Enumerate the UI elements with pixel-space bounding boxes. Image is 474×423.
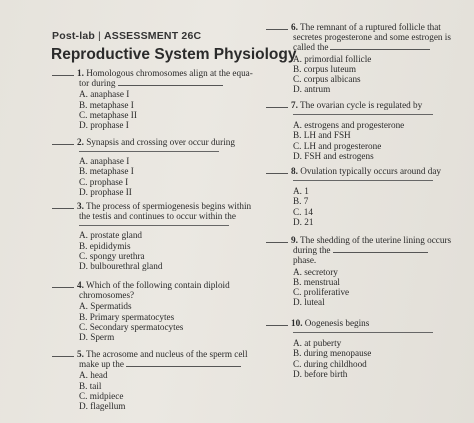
answer-blank-5[interactable] bbox=[52, 356, 74, 357]
answer-blank-3[interactable] bbox=[52, 208, 74, 209]
answer-blank-2[interactable] bbox=[52, 144, 74, 145]
question-6: 6. The remnant of a ruptured follicle that secretes progesterone and some estrogen is called the A. primordial follicle B. corpus luteum C. corpus albicans D. antrum bbox=[266, 22, 471, 94]
answer-blank-1[interactable] bbox=[52, 75, 74, 76]
option-2d[interactable]: D. prophase II bbox=[79, 186, 132, 197]
option-10c[interactable]: C. during childhood bbox=[293, 358, 367, 369]
option-3b[interactable]: B. epididymis bbox=[79, 240, 131, 251]
question-10: 10. Oogenesis begins A. at puberty B. during menopause C. during childhood D. before birth bbox=[266, 318, 471, 379]
option-1b[interactable]: B. metaphase I bbox=[79, 99, 134, 110]
option-5c[interactable]: C. midpiece bbox=[79, 390, 124, 401]
option-4b[interactable]: B. Primary spermatocytes bbox=[79, 311, 175, 322]
option-5d[interactable]: D. flagellum bbox=[79, 401, 126, 412]
option-9b[interactable]: B. menstrual bbox=[293, 276, 340, 287]
question-5: 5. The acrosome and nucleus of the sperm cell make up the A. head B. tail C. midpiece D. flagellum bbox=[52, 349, 262, 411]
option-6d[interactable]: D. antrum bbox=[293, 84, 331, 95]
option-9c[interactable]: C. proliferative bbox=[293, 287, 350, 298]
option-9a[interactable]: A. secretory bbox=[293, 266, 338, 277]
option-8c[interactable]: C. 14 bbox=[293, 206, 313, 217]
option-3c[interactable]: C. spongy urethra bbox=[79, 250, 145, 261]
option-3a[interactable]: A. prostate gland bbox=[79, 230, 143, 241]
option-7a[interactable]: A. estrogens and progesterone bbox=[293, 120, 405, 131]
answer-blank-9[interactable] bbox=[266, 242, 288, 243]
option-2b[interactable]: B. metaphase I bbox=[79, 166, 134, 177]
option-4c[interactable]: C. Secondary spermatocytes bbox=[79, 321, 184, 332]
fill-line-1 bbox=[118, 84, 223, 86]
option-10d[interactable]: D. before birth bbox=[293, 368, 348, 379]
page-title: Reproductive System Physiology bbox=[51, 46, 297, 63]
option-10a[interactable]: A. at puberty bbox=[293, 338, 342, 349]
option-2a[interactable]: A. anaphase I bbox=[79, 156, 130, 167]
question-9: 9. The shedding of the uterine lining occurs during the phase. A. secretory B. menstrual C. proliferative D. luteal bbox=[266, 235, 471, 307]
option-10b[interactable]: B. during menopause bbox=[293, 348, 372, 359]
answer-blank-6[interactable] bbox=[266, 29, 288, 30]
option-1a[interactable]: A. anaphase I bbox=[79, 89, 130, 100]
option-5b[interactable]: B. tail bbox=[79, 380, 102, 391]
fill-line-2 bbox=[79, 147, 219, 152]
fill-line-5 bbox=[126, 365, 241, 367]
option-1d[interactable]: D. prophase I bbox=[79, 120, 129, 131]
option-6c[interactable]: C. corpus albicans bbox=[293, 74, 361, 85]
fill-line-9 bbox=[333, 251, 428, 253]
option-4d[interactable]: D. Sperm bbox=[79, 332, 115, 343]
question-7: 7. The ovarian cycle is regulated by A. estrogens and progesterone B. LH and FSH C. LH and progesterone D. FSH and estrogens bbox=[266, 100, 471, 161]
option-4a[interactable]: A. Spermatids bbox=[79, 301, 132, 312]
assessment-tag: Post-lab | ASSESSMENT 26C bbox=[52, 30, 202, 42]
question-4: 4. Which of the following contain diploid chromosomes? A. Spermatids B. Primary spermatocytes C. Secondary spermatocytes D. Sperm bbox=[52, 280, 262, 342]
answer-blank-7[interactable] bbox=[266, 107, 288, 108]
option-7b[interactable]: B. LH and FSH bbox=[293, 130, 351, 141]
fill-line-10 bbox=[293, 328, 433, 333]
option-1c[interactable]: C. metaphase II bbox=[79, 109, 137, 120]
option-8a[interactable]: A. 1 bbox=[293, 186, 309, 197]
option-9d[interactable]: D. luteal bbox=[293, 297, 325, 308]
option-2c[interactable]: C. prophase I bbox=[79, 176, 129, 187]
answer-blank-4[interactable] bbox=[52, 287, 74, 288]
option-3d[interactable]: D. bulbourethral gland bbox=[79, 261, 163, 272]
question-2: 2. Synapsis and crossing over occur during A. anaphase I B. metaphase I C. prophase I D. prophase II bbox=[52, 137, 262, 197]
fill-line-7 bbox=[293, 110, 433, 115]
fill-line-3 bbox=[79, 221, 229, 226]
option-6a[interactable]: A. primordial follicle bbox=[293, 53, 372, 64]
answer-blank-8[interactable] bbox=[266, 173, 288, 174]
option-5a[interactable]: A. head bbox=[79, 370, 108, 381]
fill-line-8 bbox=[293, 176, 433, 181]
option-7d[interactable]: D. FSH and estrogens bbox=[293, 150, 374, 161]
tag-left: Post-lab bbox=[52, 30, 96, 42]
option-6b[interactable]: B. corpus luteum bbox=[293, 63, 357, 74]
option-8b[interactable]: B. 7 bbox=[293, 196, 309, 207]
fill-line-6 bbox=[330, 48, 430, 50]
option-7c[interactable]: C. LH and progesterone bbox=[293, 140, 382, 151]
question-3: 3. The process of spermiogenesis begins within the testis and continues to occur within the A. prostate gland B. epididymis C. spongy urethra D. bulbourethral gland bbox=[52, 201, 262, 271]
question-8: 8. Ovulation typically occurs around day A. 1 B. 7 C. 14 D. 21 bbox=[266, 166, 471, 227]
tag-right: ASSESSMENT 26C bbox=[103, 30, 202, 42]
question-1: 1. Homologous chromosomes align at the equa- tor during A. anaphase I B. metaphase I C. metaphase II D. prophase I bbox=[52, 68, 262, 130]
option-8d[interactable]: D. 21 bbox=[293, 216, 314, 227]
answer-blank-10[interactable] bbox=[266, 325, 288, 326]
